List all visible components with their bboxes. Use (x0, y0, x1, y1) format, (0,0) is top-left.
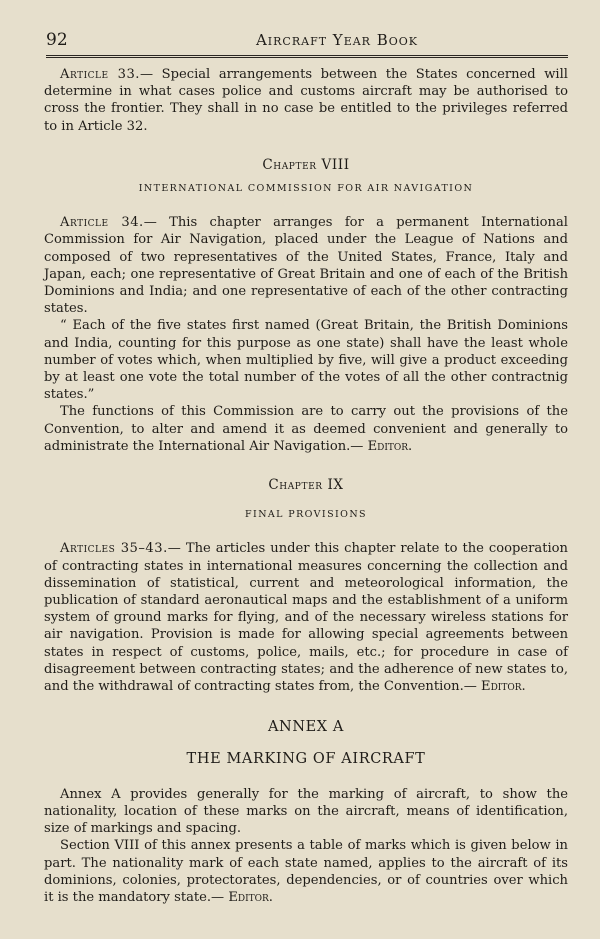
annex-editor: Editor. (228, 889, 273, 905)
articles-35-43-text: — The articles under this chapter relate to the cooperation of contracting states in international measures concerning the collection and dissemination of statistical, current and meteorological information, the publication of standard aeronautical maps and the establishment of a uniform system of ground marks for flying, and of the necessary wireless stations for air navigation. Provision is made for allowing special agreements between states in respect of customs, police, mails, etc.; for procedure in case of disagreement between contracting states; and the adherence of new states to, and the withdrawal of contracting states from, the Convention.— (44, 541, 568, 695)
article-34-editor: Editor. (367, 438, 413, 454)
annex-subtitle: THE MARKING OF AIRCRAFT (186, 750, 426, 767)
article-33 (44, 66, 568, 135)
article-34 (44, 214, 568, 317)
article-34-text: — This chapter arranges for a permanent International Commission for Air Navigation, placed under the League of Nations and composed of two representatives of the United States, France, Italy and Japan, each; one representative of Great Britain and one of each of the British Dominions and India; and one representative of each of the other contracting states. (44, 215, 568, 317)
page-header (46, 30, 568, 52)
page-body (44, 66, 568, 906)
article-34-lead: Article 34. (60, 215, 144, 231)
articles-35-43-lead: Articles 35–43. (60, 541, 168, 557)
article-34-quote: “ Each of the five states first named (Great Britain, the British Dominions and India, counting for this purpose as one state) shall have the least whole number of votes which, when multiplied by five, will give a product exceeding by at least one vote the total number of the votes of all the other contractnig states.” (44, 318, 568, 403)
articles-35-43-editor: Editor. (481, 679, 526, 695)
header-rule (46, 55, 568, 58)
annex-title: ANNEX A (267, 719, 345, 736)
article-34-functions (44, 403, 568, 455)
article-34-functions-text: The functions of this Commission are to carry out the provisions of the Convention, to alter and amend it as deemed convenient and generally to administrate the International Air Navigation.— (44, 404, 568, 454)
chapter-9-title: Chapter IX (268, 477, 344, 494)
running-title: Aircraft Year Book (255, 31, 419, 49)
annex-paragraph-2-text: Section VIII of this annex presents a table of marks which is given below in part. The nationality mark of each state named, applies to the aircraft of its dominions, colonies, protectorates, dependencies, or of countries over which it is the mandatory state.— (44, 838, 568, 905)
chapter-9-subtitle: FINAL PROVISIONS (245, 509, 367, 521)
article-33-text: — Special arrangements between the States concerned will determine in what cases police and customs aircraft may be authorised to cross the frontier. They shall in no case be entitled to the privileges referred to in Article 32. (44, 67, 568, 134)
chapter-8-title: Chapter VIII (262, 156, 350, 173)
annex-paragraph-1: Annex A provides generally for the marking of aircraft, to show the nationality, location of these marks on the aircraft, means of identification, size of markings and spacing. (44, 786, 568, 837)
chapter-8-subtitle: INTERNATIONAL COMMISSION FOR AIR NAVIGATION (138, 183, 474, 195)
page-number: 92 (46, 30, 68, 50)
articles-35-43 (44, 540, 568, 695)
annex-paragraph-2 (44, 837, 568, 906)
article-33-lead: Article 33. (60, 67, 140, 82)
